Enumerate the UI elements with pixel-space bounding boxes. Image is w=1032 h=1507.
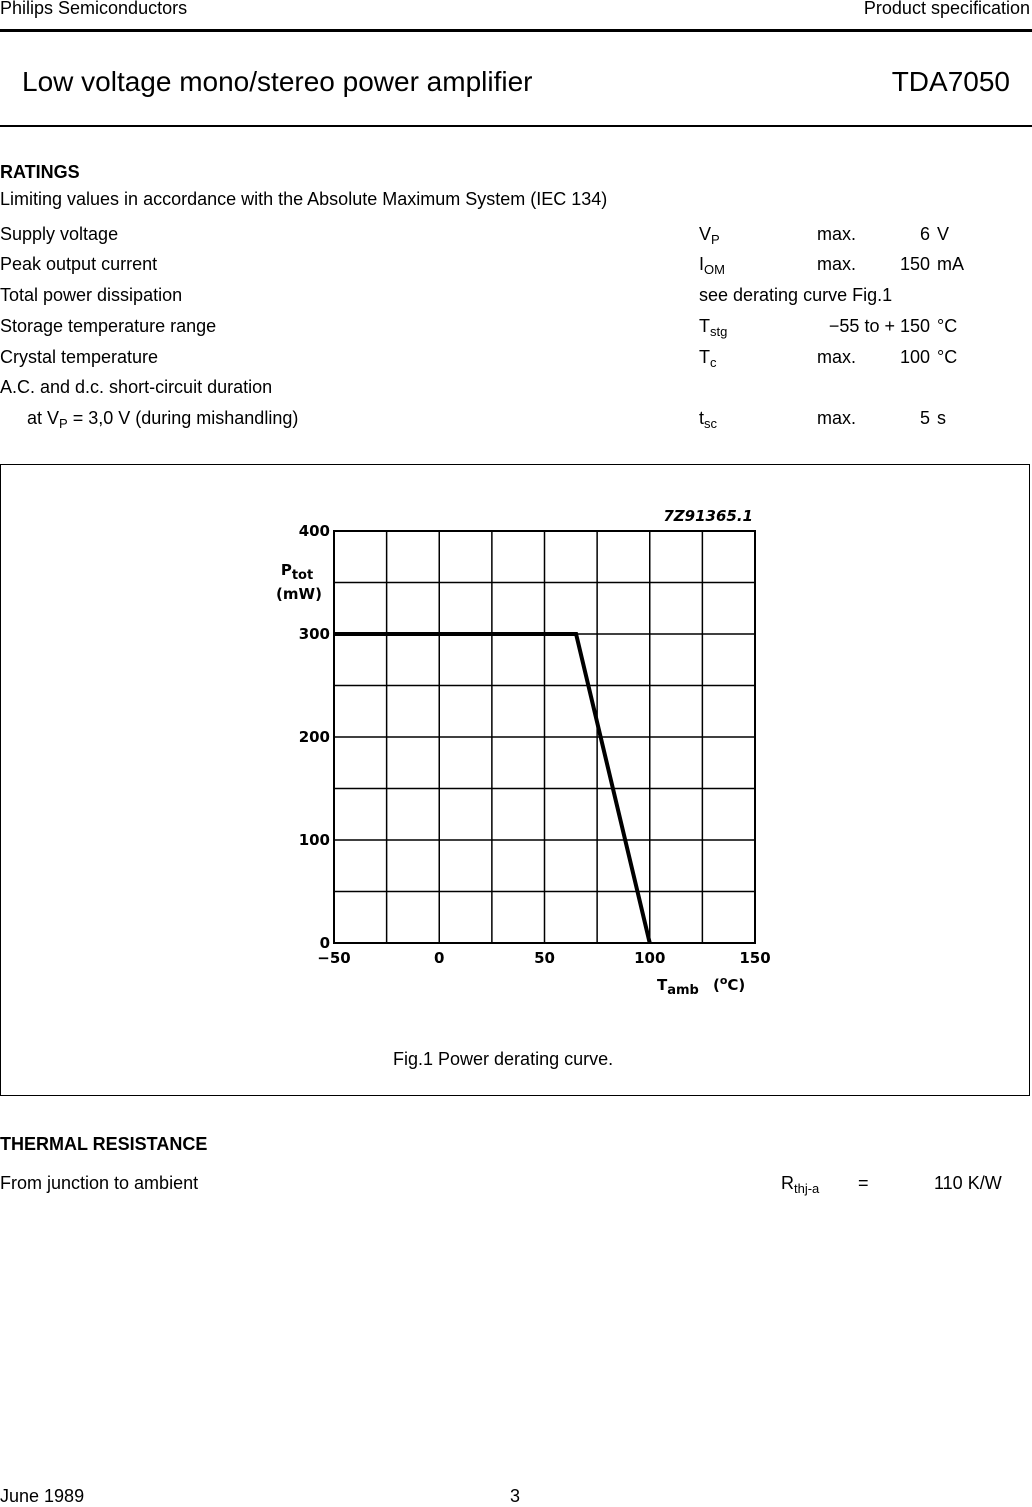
thermal-value: 110 K/W [934, 1173, 1002, 1193]
rating-unit: °C [937, 316, 958, 336]
header-doc-type: Product specification [863, 0, 1030, 18]
rating-param: A.C. and d.c. short-circuit duration [0, 377, 273, 397]
rating-symbol: $T_c$ [699, 347, 717, 370]
y-tick-label: 100 [298, 831, 330, 849]
rating-unit: s [937, 408, 946, 428]
rating-symbol: $V_P$ [699, 224, 720, 247]
page-number: 3 [510, 1486, 521, 1506]
rating-param: Total power dissipation [0, 285, 183, 305]
rating-param: Storage temperature range [0, 316, 217, 336]
x-tick-label: −50 [317, 949, 351, 967]
y-axis-label: Ptot [280, 561, 314, 583]
y-tick-label: 300 [298, 625, 330, 643]
rating-range: −55 to + 150 [828, 316, 930, 336]
x-tick-label: 150 [739, 949, 771, 967]
x-axis-unit: ($^o$C) [713, 974, 746, 994]
x-tick-label: 0 [434, 949, 445, 967]
rating-symbol: $I_{OM}$ [699, 254, 725, 277]
page-title: Low voltage mono/stereo power amplifier [22, 66, 533, 97]
header-rule [0, 29, 1032, 32]
rating-param: Peak output current [0, 254, 158, 274]
rating-condition: max. [817, 254, 857, 274]
rating-note: see derating curve Fig.1 [699, 285, 893, 305]
thermal-heading: THERMAL RESISTANCE [0, 1134, 208, 1154]
figure-caption: Fig.1 Power derating curve. [393, 1049, 614, 1069]
y-tick-label: 200 [298, 728, 330, 746]
rating-value: 5 [919, 408, 930, 428]
power-derating-chart [1, 465, 1031, 1097]
thermal-equals: = [858, 1173, 869, 1193]
rating-param: Supply voltage [0, 224, 119, 244]
y-axis-unit: (mW) [276, 585, 322, 603]
rating-unit: mA [937, 254, 964, 274]
rating-condition: max. [817, 224, 857, 244]
ratings-heading: RATINGS [0, 162, 80, 182]
part-number: TDA7050 [891, 66, 1010, 97]
rating-value: 100 [899, 347, 930, 367]
ratings-intro: Limiting values in accordance with the Absolute Maximum System (IEC 134) [0, 189, 608, 209]
rating-condition: max. [817, 347, 857, 367]
x-axis-label: Tamb [657, 976, 699, 998]
thermal-param: From junction to ambient [0, 1173, 199, 1193]
rating-symbol: $T_{stg}$ [699, 316, 728, 339]
footer-date: June 1989 [0, 1486, 85, 1506]
y-tick-label: 0 [319, 934, 330, 952]
x-tick-label: 50 [534, 949, 555, 967]
x-tick-label: 100 [634, 949, 666, 967]
rating-unit: °C [937, 347, 958, 367]
header-company: Philips Semiconductors [0, 0, 188, 18]
rating-symbol: $t_{sc}$ [699, 408, 718, 431]
y-tick-label: 400 [298, 522, 330, 540]
figure-code: 7Z91365.1 [663, 507, 753, 525]
rating-unit: V [937, 224, 950, 244]
rating-value: 6 [919, 224, 930, 244]
rating-value: 150 [899, 254, 930, 274]
figure-frame [0, 464, 1030, 1096]
title-rule [0, 125, 1032, 127]
thermal-symbol: $R_{thj-a}$ [781, 1173, 820, 1196]
rating-condition: max. [817, 408, 857, 428]
rating-param: at $V_P = 3,0$ V (during mishandling) [27, 408, 299, 431]
rating-param: Crystal temperature [0, 347, 159, 367]
